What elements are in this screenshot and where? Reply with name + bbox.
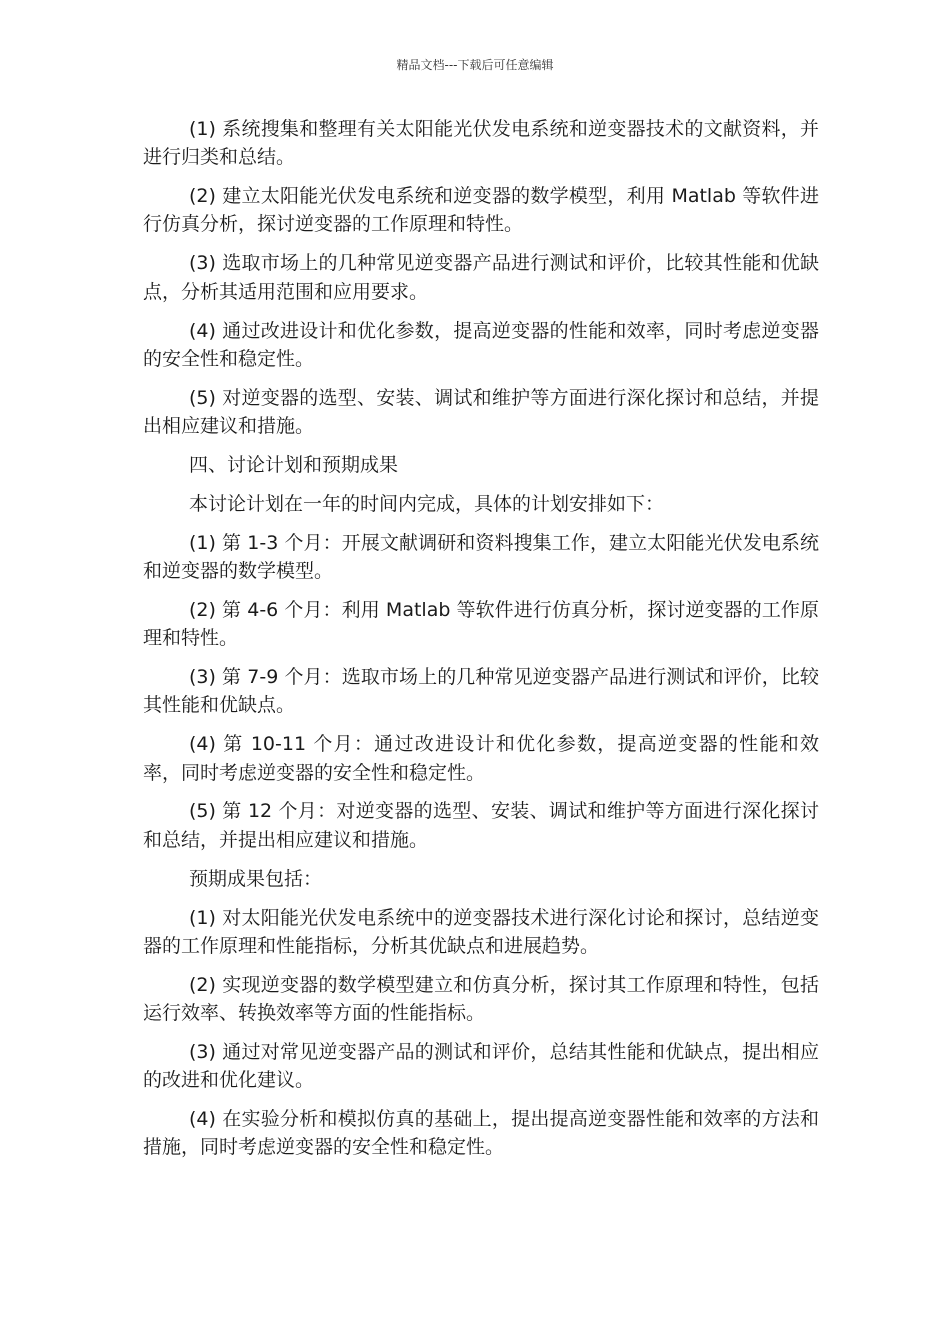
research-item-5: (5) 对逆变器的选型、安装、调试和维护等方面进行深化探讨和总结，并提出相应建议和措施。 bbox=[143, 386, 819, 438]
page-header: 精品文档---下载后可任意编辑 bbox=[396, 58, 554, 72]
research-item-4: (4) 通过改进设计和优化参数，提高逆变器的性能和效率，同时考虑逆变器的安全性和稳定性。 bbox=[143, 319, 819, 370]
outcomes-intro: 预期成果包括： bbox=[189, 867, 323, 890]
section-heading: 四、讨论计划和预期成果 bbox=[189, 453, 399, 476]
research-item-2: (2) 建立太阳能光伏发电系统和逆变器的数学模型，利用 Matlab 等软件进行仿真分析，探讨逆变器的工作原理和特性。 bbox=[143, 185, 819, 236]
plan-item-4: (4) 第 10-11 个月：通过改进设计和优化参数，提高逆变器的性能和效率，同时考虑逆变器的安全性和稳定性。 bbox=[143, 733, 819, 784]
plan-item-5: (5) 第 12 个月：对逆变器的选型、安装、调试和维护等方面进行深化探讨和总结，并提出相应建议和措施。 bbox=[143, 800, 819, 851]
plan-intro: 本讨论计划在一年的时间内完成，具体的计划安排如下： bbox=[189, 492, 665, 515]
plan-item-3: (3) 第 7-9 个月：选取市场上的几种常见逆变器产品进行测试和评价，比较其性能和优缺点。 bbox=[143, 666, 819, 717]
research-item-3: (3) 选取市场上的几种常见逆变器产品进行测试和评价，比较其性能和优缺点，分析其适用范围和应用要求。 bbox=[143, 252, 819, 303]
outcome-item-4: (4) 在实验分析和模拟仿真的基础上，提出提高逆变器性能和效率的方法和措施，同时考虑逆变器的安全性和稳定性。 bbox=[143, 1108, 819, 1159]
outcome-item-1: (1) 对太阳能光伏发电系统中的逆变器技术进行深化讨论和探讨，总结逆变器的工作原理和性能指标，分析其优缺点和进展趋势。 bbox=[143, 906, 819, 957]
research-item-1: (1) 系统搜集和整理有关太阳能光伏发电系统和逆变器技术的文献资料，并进行归类和总结。 bbox=[143, 118, 819, 169]
outcome-item-2: (2) 实现逆变器的数学模型建立和仿真分析，探讨其工作原理和特性，包括运行效率、转换效率等方面的性能指标。 bbox=[143, 973, 819, 1025]
plan-item-1: (1) 第 1-3 个月：开展文献调研和资料搜集工作，建立太阳能光伏发电系统和逆变器的数学模型。 bbox=[143, 531, 819, 583]
document-body bbox=[143, 115, 819, 1172]
plan-item-2: (2) 第 4-6 个月：利用 Matlab 等软件进行仿真分析，探讨逆变器的工作原理和特性。 bbox=[143, 598, 819, 650]
outcome-item-3: (3) 通过对常见逆变器产品的测试和评价，总结其性能和优缺点，提出相应的改进和优化建议。 bbox=[143, 1040, 819, 1092]
